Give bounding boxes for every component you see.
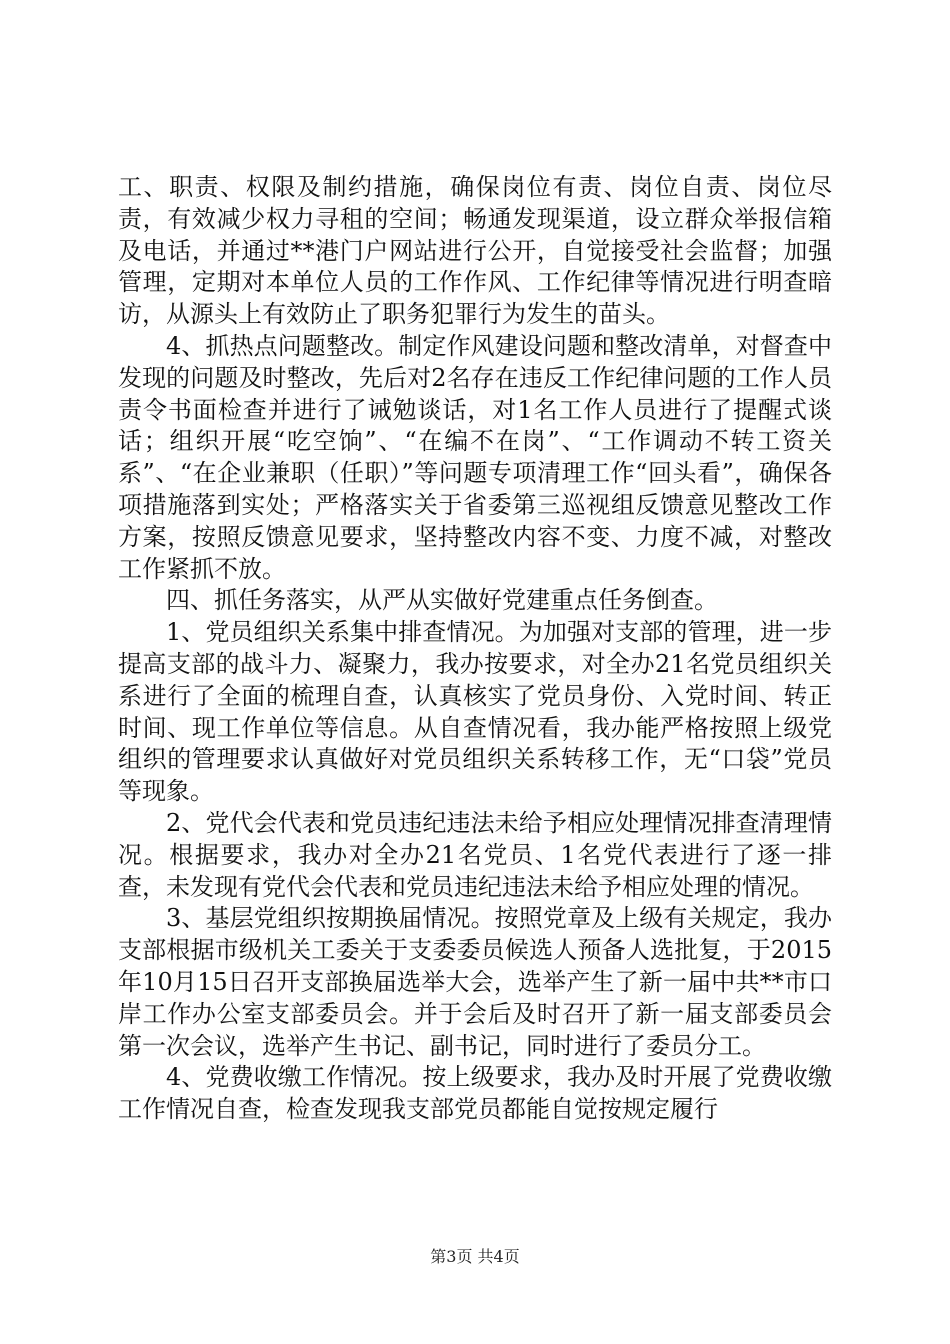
paragraph-continuation: 工、职责、权限及制约措施，确保岗位有责、岗位自责、岗位尽责，有效减少权力寻租的空间；畅通发现渠道，设立群众举报信箱及电话，并通过**港门户网站进行公开，自觉接受社会监督；加强管理，定期对本单位人员的工作作风、工作纪律等情况进行明查暗访，从源头上有效防止了职务犯罪行为发生的苗头。 [118,173,832,329]
paragraph-discipline-check: 2、党代会代表和党员违纪违法未给予相应处理情况排查清理情况。根据要求，我办对全办21名党员、1名党代表进行了逐一排查，未发现有党代会代表和党员违纪违法未给予相应处理的情况。 [118,808,832,901]
page-number-label: 第3页 共4页 [430,1247,520,1266]
paragraph-election-check: 3、基层党组织按期换届情况。按照党章及上级有关规定，我办支部根据市级机关工委关于支委委员候选人预备人选批复，于2015年10月15日召开支部换届选举大会，选举产生了新一届中共**市口岸工作办公室支部委员会。并于会后及时召开了新一届支部委员会第一次会议，选举产生书记、副书记，同时进行了委员分工。 [118,904,832,1060]
page-footer [0,1246,950,1268]
document-body [118,172,832,1126]
section-heading-task-implementation: 四、抓任务落实，从严从实做好党建重点任务倒查。 [166,586,718,615]
paragraph-dues-check: 4、党费收缴工作情况。按上级要求，我办及时开展了党费收缴工作情况自查，检查发现我支部党员都能自觉按规定履行 [118,1063,832,1124]
paragraph-hotspot-rectification: 4、抓热点问题整改。制定作风建设问题和整改清单，对督查中发现的问题及时整改，先后对2名存在违反工作纪律问题的工作人员责令书面检查并进行了诫勉谈话，对1名工作人员进行了提醒式谈话；组织开展“吃空饷”、“在编不在岗”、“工作调动不转工资关系”、“在企业兼职（任职）”等问题专项清理工作“回头看”，确保各项措施落到实处；严格落实关于省委第三巡视组反馈意见整改工作方案，按照反馈意见要求，坚持整改内容不变、力度不减，对整改工作紧抓不放。 [118,331,832,583]
paragraph-member-relations-check: 1、党员组织关系集中排查情况。为加强对支部的管理，进一步提高支部的战斗力、凝聚力，我办按要求，对全办21名党员组织关系进行了全面的梳理自查，认真核实了党员身份、入党时间、转正时间、现工作单位等信息。从自查情况看，我办能严格按照上级党组织的管理要求认真做好对党员组织关系转移工作，无“口袋”党员等现象。 [118,618,832,806]
